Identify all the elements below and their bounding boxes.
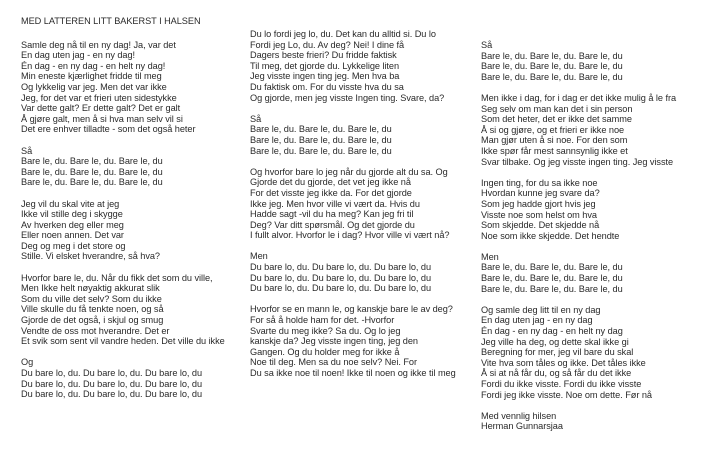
poem-line: Fordi du ikke visste. Fordi du ikke visste xyxy=(481,379,642,389)
poem-line: Ikke vil stille deg i skygge xyxy=(21,209,123,220)
poem-line: Du bare lo, du. Du bare lo, du. Du bare lo, du xyxy=(250,262,432,273)
stanza xyxy=(481,252,717,294)
poem-line: Jeg visste ingen ting jeg. Men hva ba xyxy=(250,71,400,82)
poem-line: Ikke spør får mest sannsynlig ikke et xyxy=(481,145,628,156)
poem-line: En dag uten jag - en ny dag xyxy=(481,315,593,326)
poem-line: Bare le, du. Bare le, du. Bare le, du xyxy=(481,283,623,294)
poem-line: Så xyxy=(250,113,262,124)
poem-line: Var dette galt? Er dette galt? Det er galt xyxy=(21,103,181,114)
poem-line: Og lykkelig var jeg. Men det var ikke xyxy=(21,81,167,92)
stanza xyxy=(21,199,243,263)
poem-line: Stille. Vi elsket hverandre, så hva? xyxy=(21,251,160,262)
poem-line: Du bare lo, du. Du bare lo, du. Du bare lo, du xyxy=(21,389,203,400)
poem-line: Ikke jeg. Men hvor ville vi vært da. Hvis du xyxy=(250,198,420,209)
poem-line: Man gjør uten å si noe. For den som xyxy=(481,135,628,146)
poem-line: Til meg, det gjorde du. Lykkelige liten xyxy=(250,60,400,71)
poem-line: Gangen. Og du holder meg for ikke å xyxy=(250,346,400,357)
poem-line: Jeg vil du skal vite at jeg xyxy=(21,198,120,209)
poem-line: Å si at nå får du, og så får du det ikke xyxy=(481,368,632,379)
poem-line: Og samle deg litt til en ny dag xyxy=(481,304,601,315)
poem-line: Fordi jeg ikke visste. Noe om dette. Før nå xyxy=(481,389,652,400)
poem-line: Med vennlig hilsen xyxy=(481,410,557,421)
poem-line: Men xyxy=(481,251,499,262)
poem-line: Og gjorde, men jeg visste Ingen ting. Svare, da? xyxy=(250,92,445,103)
poem-line: Samle deg nå til en ny dag! Ja, var det xyxy=(21,39,176,50)
poem-line: Du lo fordi jeg lo, du. Det kan du alltid si. Du lo xyxy=(250,29,436,39)
poem-line: Noe som ikke skjedde. Det hendte xyxy=(481,230,620,241)
poem-line: Det ere enhver tilladte - som det også heter xyxy=(21,124,196,135)
poem-line: Seg selv om man kan det i sin person xyxy=(481,103,633,114)
poem-line: Som jeg hadde gjort hvis jeg xyxy=(481,198,596,209)
poem-line: Deg? Var ditt spørsmål. Og det gjorde du xyxy=(250,219,415,230)
poem-line: Bare le, du. Bare le, du. Bare le, du xyxy=(21,177,163,188)
poem-line: Men Ikke helt nøyaktig akkurat slik xyxy=(21,283,160,294)
poem-line: For så å holde ham for det. -Hvorfor xyxy=(250,315,395,326)
poem-line: For det visste jeg ikke da. For det gjorde xyxy=(250,187,412,198)
poem-line: Beregning for mer, jeg vil bare du skal xyxy=(481,347,634,358)
poem-line: Ingen ting, for du sa ikke noe xyxy=(481,177,598,188)
stanza xyxy=(481,411,717,432)
stanza xyxy=(481,93,717,167)
poem-line: Hvordan kunne jeg svare da? xyxy=(481,188,600,199)
poem-line: Et svik som sent vil vandre heden. Det ville du ikke xyxy=(21,336,225,347)
poem-line: Hvorfor bare le, du. Når du fikk det som du ville, xyxy=(21,272,213,283)
poem-line: Bare le, du. Bare le, du. Bare le, du xyxy=(481,262,623,273)
poem-line: Du bare lo, du. Du bare lo, du. Du bare lo, du xyxy=(21,378,203,389)
poem-line: Bare le, du. Bare le, du. Bare le, du xyxy=(250,124,392,135)
poem-line: Min eneste kjærlighet fridde til meg xyxy=(21,71,162,82)
poem-line: Og xyxy=(21,357,34,368)
poem-line: I fullt alvor. Hvorfor le i dag? Hvor ville vi vært nå? xyxy=(250,230,450,241)
poem-line: Som skjedde. Det skjedde nå xyxy=(481,220,600,231)
poem-line: Og hvorfor bare lo jeg når du gjorde alt du sa. Og xyxy=(250,166,448,177)
poem-line: Du sa ikke noe til noen! Ikke til noen og ikke til meg xyxy=(250,368,456,378)
poem-line: Hvorfor se en mann le, og kanskje bare le av deg? xyxy=(250,304,453,315)
poem-line: Å si og gjøre, og et frieri er ikke noe xyxy=(481,124,625,135)
stanza xyxy=(250,167,478,241)
poem-line: Svarte du meg ikke? Sa du. Og lo jeg xyxy=(250,325,401,336)
poem-title: MED LATTEREN LITT BAKERST I HALSEN xyxy=(21,16,201,26)
poem-column-1 xyxy=(21,16,243,410)
poem-line: Visste noe som helst om hva xyxy=(481,209,597,220)
poem-line: Noe til deg. Men sa du noe selv? Nei. For xyxy=(250,357,417,368)
stanza xyxy=(21,357,243,399)
poem-line: Men ikke i dag, for i dag er det ikke mulig å le fra xyxy=(481,92,677,103)
poem-line: Bare le, du. Bare le, du. Bare le, du xyxy=(481,273,623,284)
poem-line: Dagers beste frieri? Du fridde faktisk xyxy=(250,50,397,61)
poem-line: Jeg, for det var et frieri uten sidestykke xyxy=(21,92,177,103)
stanza xyxy=(481,305,717,400)
poem-line: Så xyxy=(21,145,33,156)
poem-line: Å gjøre galt, men å si hva man selv vil si xyxy=(21,113,183,124)
poem-line: Bare le, du. Bare le, du. Bare le, du xyxy=(481,61,623,72)
poem-line: Gjorde de det også, i skjul og smug xyxy=(21,315,164,326)
poem-line: Bare le, du. Bare le, du. Bare le, du xyxy=(481,50,623,61)
poem-column-3 xyxy=(481,40,717,443)
stanza xyxy=(21,40,243,135)
poem-line: Gjorde det du gjorde, det vet jeg ikke nå xyxy=(250,177,411,188)
poem-line: Men xyxy=(250,251,268,262)
poem-line: Ville skulle du få tenkte noen, og så xyxy=(21,304,164,315)
poem-line: Fordi jeg Lo, du. Av deg? Nei! I dine få xyxy=(250,39,405,50)
poem-line: Av hverken deg eller meg xyxy=(21,219,124,230)
poem-line: Så xyxy=(481,40,493,50)
poem-line: Du bare lo, du. Du bare lo, du. Du bare lo, du xyxy=(250,283,432,294)
poem-line: Bare le, du. Bare le, du. Bare le, du xyxy=(250,134,392,145)
poem-line: Jeg ville ha deg, og dette skal ikke gi xyxy=(481,336,629,347)
poem-line: Bare le, du. Bare le, du. Bare le, du xyxy=(250,145,392,156)
stanza xyxy=(250,29,478,103)
stanza xyxy=(250,114,478,156)
poem-line: Herman Gunnarsjaa xyxy=(481,421,563,432)
poem-line: Bare le, du. Bare le, du. Bare le, du xyxy=(21,166,163,177)
stanza xyxy=(21,273,243,347)
poem-line: Eller noen annen. Det var xyxy=(21,230,124,241)
poem-line: Du faktisk om. For du visste hva du sa xyxy=(250,81,404,92)
poem-line: Vendte de oss mot hverandre. Det er xyxy=(21,325,170,336)
poem-line: Svar tilbake. Og jeg visste ingen ting. Jeg visste xyxy=(481,156,674,167)
poem-line: Deg og meg i det store og xyxy=(21,240,126,251)
poem-line: Du bare lo, du. Du bare lo, du. Du bare lo, du xyxy=(250,272,432,283)
poem-line: Som det heter, det er ikke det samme xyxy=(481,114,632,125)
poem-line: Én dag - en ny dag - en helt ny dag! xyxy=(21,60,166,71)
poem-line: Én dag - en ny dag - en helt ny dag xyxy=(481,326,623,337)
poem-line: Du bare lo, du. Du bare lo, du. Du bare lo, du xyxy=(21,368,203,378)
stanza xyxy=(481,40,717,82)
stanza xyxy=(21,146,243,188)
poem-line: Vite hva som tåles og ikke. Det tåles ikke xyxy=(481,357,646,368)
poem-line: kanskje da? Jeg visste ingen ting, jeg den xyxy=(250,336,418,347)
poem-line: Bare le, du. Bare le, du. Bare le, du xyxy=(481,71,623,82)
stanza xyxy=(481,178,717,242)
poem-line: Bare le, du. Bare le, du. Bare le, du xyxy=(21,156,163,167)
stanza xyxy=(250,251,478,293)
poem-column-2 xyxy=(250,29,478,389)
stanza xyxy=(250,304,478,378)
poem-line: Som du ville det selv? Som du ikke xyxy=(21,293,162,304)
poem-line: En dag uten jag - en ny dag! xyxy=(21,50,136,61)
poem-line: Hadde sagt -vil du ha meg? Kan jeg fri til xyxy=(250,209,414,220)
